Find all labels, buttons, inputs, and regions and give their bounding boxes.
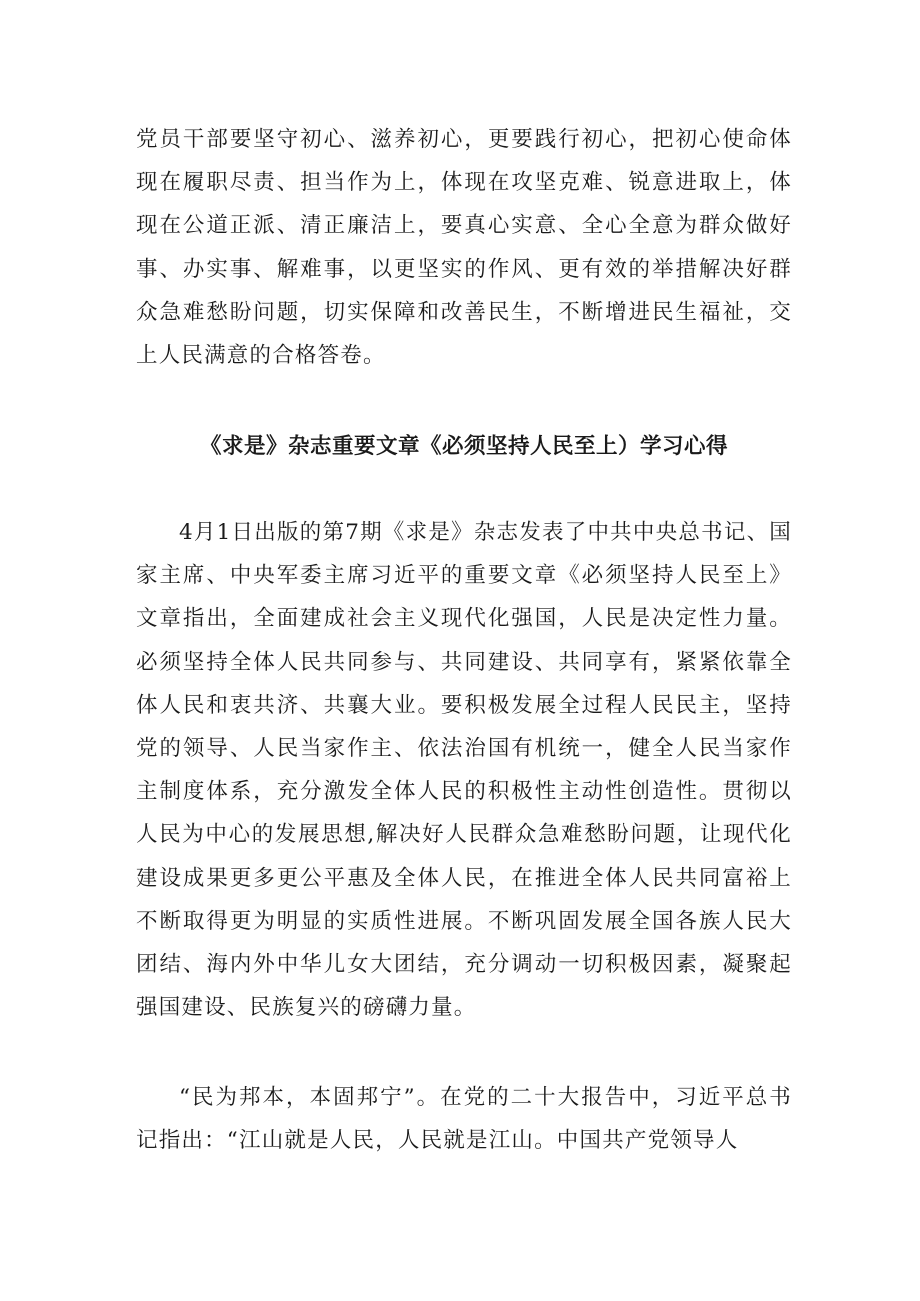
paragraph-1: 党员干部要坚守初心、滋养初心，更要践行初心，把初心使命体现在履职尽责、担当作为上，体现在攻坚克难、锐意进取上，体现在公道正派、清正廉洁上，要真心实意、全心全意为群众做好事、办实事、解难事，以更坚实的作风、更有效的举措解决好群众急难愁盼问题，切实保障和改善民生，不断增进民生福祉，交上人民满意的合格答卷。 <box>136 127 792 369</box>
article-title: 《求是》杂志重要文章《必须坚持人民至上）学习心得 <box>199 434 728 459</box>
paragraph-3: “民为邦本，本固邦宁”。在党的二十大报告中，习近平总书记指出：“江山就是人民，人民就是江山。中国共产党领导人 <box>136 1085 792 1154</box>
paragraph-2: 4月1日出版的第7期《求是》杂志发表了中共中央总书记、国家主席、中央军委主席习近平的重要文章《必须坚持人民至上》文章指出，全面建成社会主义现代化强国，人民是决定性力量。必须坚持全体人民共同参与、共同建设、共同享有，紧紧依靠全体人民和衷共济、共襄大业。要积极发展全过程人民民主，坚持党的领导、人民当家作主、依法治国有机统一，健全人民当家作主制度体系，充分激发全体人民的积极性主动性创造性。贯彻以人民为中心的发展思想,解决好人民群众急难愁盼问题，让现代化建设成果更多更公平惠及全体人民，在推进全体人民共同富裕上不断取得更为明显的实质性进展。不断巩固发展全国各族人民大团结、海内外中华儿女大团结，充分调动一切积极因素，凝聚起强国建设、民族复兴的磅礴力量。 <box>136 520 792 1021</box>
